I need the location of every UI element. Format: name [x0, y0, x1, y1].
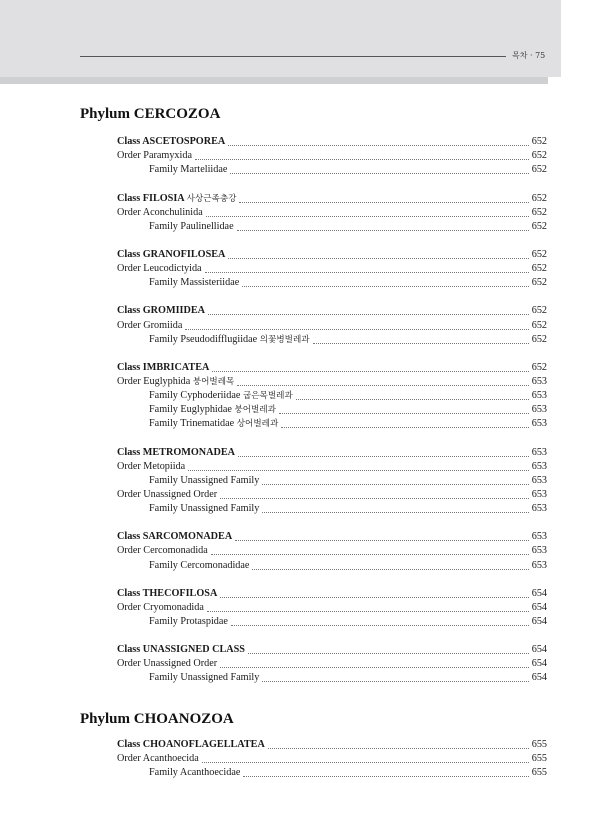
- dot-leader: [238, 456, 529, 457]
- taxon-name: Class UNASSIGNED CLASS: [117, 644, 245, 656]
- entry-label: [117, 206, 203, 220]
- page-number: 652: [531, 220, 547, 232]
- entry-label: [117, 248, 225, 262]
- toc-class-entry[interactable]: [117, 361, 547, 375]
- entry-label: [117, 587, 217, 601]
- dot-leader: [279, 413, 529, 414]
- entry-label: [117, 752, 199, 766]
- taxon-name: Order Cryomonadida: [117, 601, 204, 613]
- entry-label: [117, 738, 265, 752]
- dot-leader: [231, 625, 529, 626]
- taxon-name: Class CHOANOFLAGELLATEA: [117, 739, 265, 751]
- taxon-name: Order Unassigned Order: [117, 488, 218, 500]
- taxon-name: Family Cercomonadidae: [149, 559, 250, 571]
- toc-order-entry[interactable]: [117, 149, 547, 163]
- toc-class-entry[interactable]: [117, 248, 547, 262]
- page-number: 652: [531, 263, 547, 275]
- page-number: 652: [531, 333, 547, 345]
- dot-leader: [220, 498, 529, 499]
- taxon-name: Class GROMIIDEA: [117, 305, 206, 317]
- phylum-heading: Phylum CHOANOZOA: [80, 711, 234, 727]
- page-number: 654: [531, 644, 547, 656]
- dot-leader: [207, 611, 529, 612]
- taxon-name: Order Leucodictyida: [117, 263, 202, 275]
- page-number: 653: [531, 404, 547, 416]
- page-number: 653: [531, 545, 547, 557]
- toc-class-entry[interactable]: [117, 587, 547, 601]
- dot-leader: [237, 385, 528, 386]
- page-number: 652: [531, 319, 547, 331]
- taxon-name: Order Aconchulinida: [117, 206, 203, 218]
- taxon-name: Class ASCETOSPOREA: [117, 136, 226, 148]
- dot-leader: [281, 427, 528, 428]
- group-spacer: [117, 290, 547, 304]
- toc-family-entry[interactable]: [117, 276, 547, 290]
- entry-label: [149, 389, 293, 403]
- toc-family-entry[interactable]: [117, 333, 547, 347]
- dot-leader: [242, 286, 528, 287]
- entry-label: [117, 135, 225, 149]
- page-number: 652: [531, 361, 547, 373]
- entry-label: [149, 403, 276, 417]
- entry-label: [117, 657, 217, 671]
- page-number: 652: [531, 305, 547, 317]
- entry-label: [117, 643, 245, 657]
- page-number: 654: [531, 601, 547, 613]
- page-number: 653: [531, 531, 547, 543]
- dot-leader: [230, 173, 528, 174]
- group-spacer: [117, 629, 547, 643]
- dot-leader: [243, 776, 528, 777]
- dot-leader: [212, 371, 528, 372]
- entry-label: [117, 544, 208, 558]
- page-number: 655: [531, 753, 547, 765]
- page-number: 652: [531, 150, 547, 162]
- entry-label: [117, 361, 209, 375]
- toc-family-entry[interactable]: [117, 615, 547, 629]
- running-head: 목차 · 75: [512, 51, 546, 60]
- taxon-name: Family Protaspidae: [149, 615, 228, 627]
- dot-leader: [206, 216, 529, 217]
- page-number: 655: [531, 767, 547, 779]
- page-number: 653: [531, 390, 547, 402]
- taxon-name: Family Pseudodifflugiidae: [149, 333, 258, 345]
- dot-leader: [262, 484, 528, 485]
- toc-order-entry[interactable]: [117, 544, 547, 558]
- phylum-heading: Phylum CERCOZOA: [80, 106, 221, 122]
- dot-leader: [205, 272, 529, 273]
- toc-family-entry[interactable]: [117, 403, 547, 417]
- taxon-name: Family Euglyphidae: [149, 404, 232, 416]
- dot-leader: [211, 554, 529, 555]
- group-spacer: [117, 347, 547, 361]
- page-number: 653: [531, 559, 547, 571]
- toc-order-entry[interactable]: [117, 601, 547, 615]
- toc-family-entry[interactable]: [117, 474, 547, 488]
- dot-leader: [252, 569, 528, 570]
- dot-leader: [296, 399, 529, 400]
- group-spacer: [117, 516, 547, 530]
- toc-class-entry[interactable]: [117, 445, 547, 459]
- taxon-name: Family Massisteriidae: [149, 277, 240, 289]
- entry-label: [117, 488, 217, 502]
- entry-label: [149, 417, 278, 431]
- dot-leader: [239, 202, 528, 203]
- taxon-name: Order Paramyxida: [117, 150, 192, 162]
- page-number: 653: [531, 503, 547, 515]
- toc-order-entry[interactable]: [117, 657, 547, 671]
- dot-leader: [188, 470, 529, 471]
- taxon-name: Family Paulinellidae: [149, 220, 234, 232]
- entry-label: [149, 766, 240, 780]
- entry-label: [149, 559, 249, 573]
- page-number: 654: [531, 672, 547, 684]
- dot-leader: [185, 329, 528, 330]
- toc-order-entry[interactable]: [117, 488, 547, 502]
- header-rule: [80, 56, 506, 57]
- taxon-name: Class IMBRICATEA: [117, 361, 210, 373]
- taxon-name: Class THECOFILOSA: [117, 587, 218, 599]
- entry-label: [117, 319, 182, 333]
- group-spacer: [117, 177, 547, 191]
- toc-class-entry[interactable]: [117, 135, 547, 149]
- taxon-name: Order Gromiida: [117, 319, 183, 331]
- group-spacer: [117, 234, 547, 248]
- toc-class-entry[interactable]: [117, 304, 547, 318]
- taxon-name: Family Unassigned Family: [149, 503, 260, 515]
- korean-name: 상어벌레과: [236, 419, 279, 430]
- page-number: 654: [531, 658, 547, 670]
- toc-order-entry[interactable]: [117, 752, 547, 766]
- dot-leader: [313, 343, 529, 344]
- page-number: 652: [531, 136, 547, 148]
- page-number: 653: [531, 460, 547, 472]
- toc-order-entry[interactable]: [117, 318, 547, 332]
- entry-label: [117, 262, 202, 276]
- page-number: 653: [531, 488, 547, 500]
- taxon-name: Order Metopiida: [117, 460, 186, 472]
- toc-family-entry[interactable]: [117, 220, 547, 234]
- dot-leader: [220, 597, 528, 598]
- page-number: 653: [531, 474, 547, 486]
- taxon-name: Class FILOSIA: [117, 192, 185, 204]
- header-shadow: [0, 77, 548, 84]
- entry-label: [149, 333, 310, 347]
- taxon-name: Order Acanthoecida: [117, 753, 199, 765]
- taxon-name: Class METROMONADEA: [117, 446, 236, 458]
- toc-list-cercozoa: [117, 135, 547, 685]
- korean-name: 의꽃병벌레과: [259, 334, 310, 345]
- korean-name: 굽은목벌레과: [242, 391, 293, 402]
- korean-name: 붕어벌레목: [192, 376, 235, 387]
- korean-name: 붕어벌레과: [234, 405, 276, 416]
- entry-label: [149, 220, 234, 234]
- group-spacer: [117, 573, 547, 587]
- dot-leader: [262, 681, 528, 682]
- entry-label: [117, 304, 205, 318]
- toc-class-entry[interactable]: [117, 191, 547, 205]
- page-number: 653: [531, 418, 547, 430]
- taxon-name: Family Marteliidae: [149, 164, 228, 176]
- toc-family-entry[interactable]: [117, 558, 547, 572]
- dot-leader: [268, 748, 529, 749]
- entry-label: [117, 149, 192, 163]
- header-band: [0, 0, 561, 77]
- page-number: 652: [531, 248, 547, 260]
- dot-leader: [195, 159, 529, 160]
- toc-order-entry[interactable]: [117, 375, 547, 389]
- taxon-name: Family Trinematidae: [149, 418, 235, 430]
- page-number: 653: [531, 446, 547, 458]
- group-spacer: [117, 431, 547, 445]
- dot-leader: [262, 512, 528, 513]
- toc-list-choanozoa: [117, 738, 547, 780]
- entry-label: [149, 163, 227, 177]
- toc-family-entry[interactable]: [117, 163, 547, 177]
- taxon-name: Order Cercomonadida: [117, 545, 208, 557]
- dot-leader: [248, 653, 529, 654]
- dot-leader: [228, 258, 528, 259]
- entry-label: [117, 375, 234, 389]
- toc-family-entry[interactable]: [117, 671, 547, 685]
- entry-label: [149, 474, 259, 488]
- dot-leader: [228, 145, 528, 146]
- toc-order-entry[interactable]: [117, 262, 547, 276]
- entry-label: [117, 460, 185, 474]
- toc-order-entry[interactable]: [117, 206, 547, 220]
- entry-label: [149, 276, 239, 290]
- toc-family-entry[interactable]: [117, 766, 547, 780]
- entry-label: [117, 446, 235, 460]
- entry-label: [149, 502, 259, 516]
- entry-label: [117, 192, 236, 206]
- dot-leader: [235, 540, 529, 541]
- taxon-name: Order Euglyphida: [117, 375, 191, 387]
- entry-label: [149, 615, 228, 629]
- taxon-name: Family Cyphoderiidae: [149, 390, 241, 402]
- page-number: 653: [531, 375, 547, 387]
- toc-class-entry[interactable]: [117, 643, 547, 657]
- page-number: 652: [531, 277, 547, 289]
- taxon-name: Family Unassigned Family: [149, 672, 260, 684]
- dot-leader: [202, 762, 529, 763]
- taxon-name: Order Unassigned Order: [117, 658, 218, 670]
- dot-leader: [220, 667, 529, 668]
- dot-leader: [237, 230, 529, 231]
- taxon-name: Class SARCOMONADEA: [117, 531, 233, 543]
- page-number: 655: [531, 739, 547, 751]
- entry-label: [149, 671, 259, 685]
- page-number: 652: [531, 192, 547, 204]
- page-number: 652: [531, 164, 547, 176]
- page-number: 654: [531, 587, 547, 599]
- taxon-name: Family Acanthoecidae: [149, 767, 241, 779]
- toc-family-entry[interactable]: [117, 389, 547, 403]
- page-number: 654: [531, 615, 547, 627]
- toc-family-entry[interactable]: [117, 502, 547, 516]
- toc-class-entry[interactable]: [117, 738, 547, 752]
- entry-label: [117, 530, 232, 544]
- toc-class-entry[interactable]: [117, 530, 547, 544]
- korean-name: 사상근족충강: [186, 193, 237, 204]
- taxon-name: Family Unassigned Family: [149, 474, 260, 486]
- toc-order-entry[interactable]: [117, 460, 547, 474]
- toc-family-entry[interactable]: [117, 417, 547, 431]
- taxon-name: Class GRANOFILOSEA: [117, 248, 226, 260]
- entry-label: [117, 601, 204, 615]
- dot-leader: [208, 314, 529, 315]
- page-number: 652: [531, 206, 547, 218]
